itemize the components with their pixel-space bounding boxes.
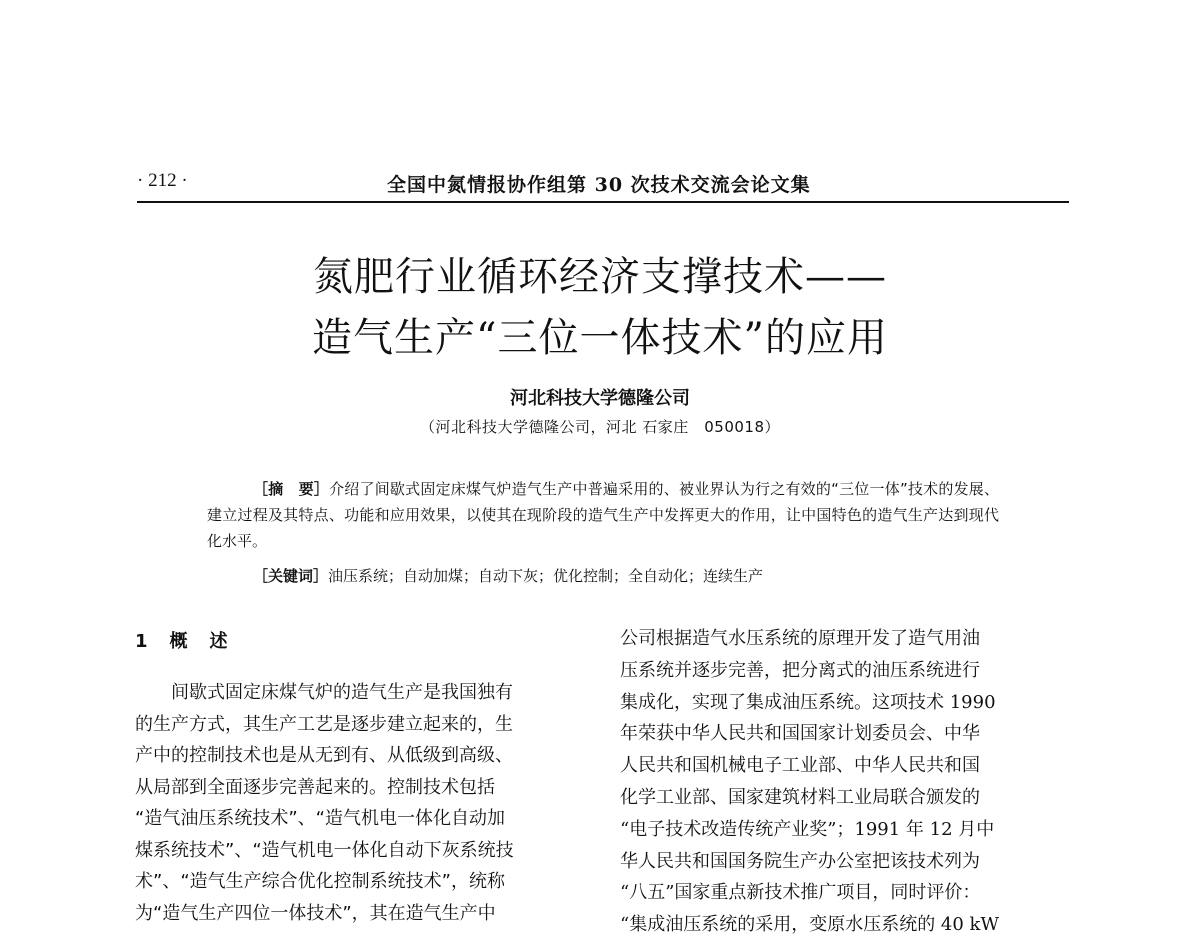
- left-column: [135, 677, 581, 929]
- left-column-line: 为“造气生产四位一体技术”，其在造气生产中: [135, 902, 496, 924]
- running-header: [137, 168, 1069, 200]
- abstract: [207, 476, 999, 554]
- affiliation: （河北科技大学德隆公司，河北 石家庄 050018）: [419, 418, 781, 436]
- right-column-line: “集成油压系统的采用，变原水压系统的 40 kW: [620, 914, 999, 936]
- paper-title-line-2: 造气生产“三位一体技术”的应用: [312, 315, 888, 361]
- right-column: [620, 623, 1068, 941]
- keywords-label: ［关键词］: [253, 567, 329, 585]
- left-column-line: 产中的控制技术也是从无到有、从低级到高级、: [135, 745, 513, 766]
- right-column-line: 集成化，实现了集成油压系统。这项技术 1990: [620, 691, 996, 713]
- right-column-line: 公司根据造气水压系统的原理开发了造气用油: [620, 628, 980, 649]
- left-column-line: 的生产方式，其生产工艺是逐步建立起来的，生: [135, 713, 513, 735]
- right-column-line: 化学工业部、国家建筑材料工业局联合颁发的: [620, 786, 980, 808]
- right-column-line: 华人民共和国国务院生产办公室把该技术列为: [620, 850, 980, 872]
- left-column-line: 术”、“造气生产综合优化控制系统技术”，统称: [135, 871, 505, 892]
- author: 河北科技大学德隆公司: [510, 388, 690, 409]
- left-column-line: “造气油压系统技术”、“造气机电一体化自动加: [135, 808, 505, 829]
- right-column-line: 年荣获中华人民共和国国家计划委员会、中华: [620, 723, 980, 745]
- abstract-label: ［摘 要］: [253, 480, 330, 498]
- page-number: · 212 ·: [137, 170, 188, 191]
- right-column-line: 人民共和国机械电子工业部、中华人民共和国: [620, 755, 980, 777]
- header-rule: [137, 201, 1069, 203]
- left-column-line: 从局部到全面逐步完善起来的。控制技术包括: [135, 776, 495, 798]
- section-heading: 1 概 述: [135, 631, 230, 652]
- right-column-line: “八五”国家重点新技术推广项目，同时评价：: [620, 882, 981, 904]
- paper-title-line-1: 氮肥行业循环经济支撑技术——: [313, 254, 887, 300]
- left-column-line: 煤系统技术”、“造气机电一体化自动下灰系统技: [135, 839, 514, 861]
- keywords-text: 油压系统；自动加煤；自动下灰；优化控制；全自动化；连续生产: [328, 567, 764, 585]
- keywords: [253, 565, 1013, 586]
- left-column-line: 间歇式固定床煤气炉的造气生产是我国独有: [171, 682, 513, 703]
- right-column-line: “电子技术改造传统产业奖”；1991 年 12 月中: [620, 818, 995, 840]
- running-head-title: 全国中氮情报协作组第 30 次技术交流会论文集: [387, 174, 811, 196]
- abstract-text: 介绍了间歇式固定床煤气炉造气生产中普遍采用的、被业界认为行之有效的“三位一体”技术的发展、建立过程及其特点、功能和应用效果，以使其在现阶段的造气生产中发挥更大的作用，让中国特色的造气生产达到现代化水平。: [207, 480, 999, 550]
- right-column-line: 压系统并逐步完善，把分离式的油压系统进行: [620, 659, 980, 681]
